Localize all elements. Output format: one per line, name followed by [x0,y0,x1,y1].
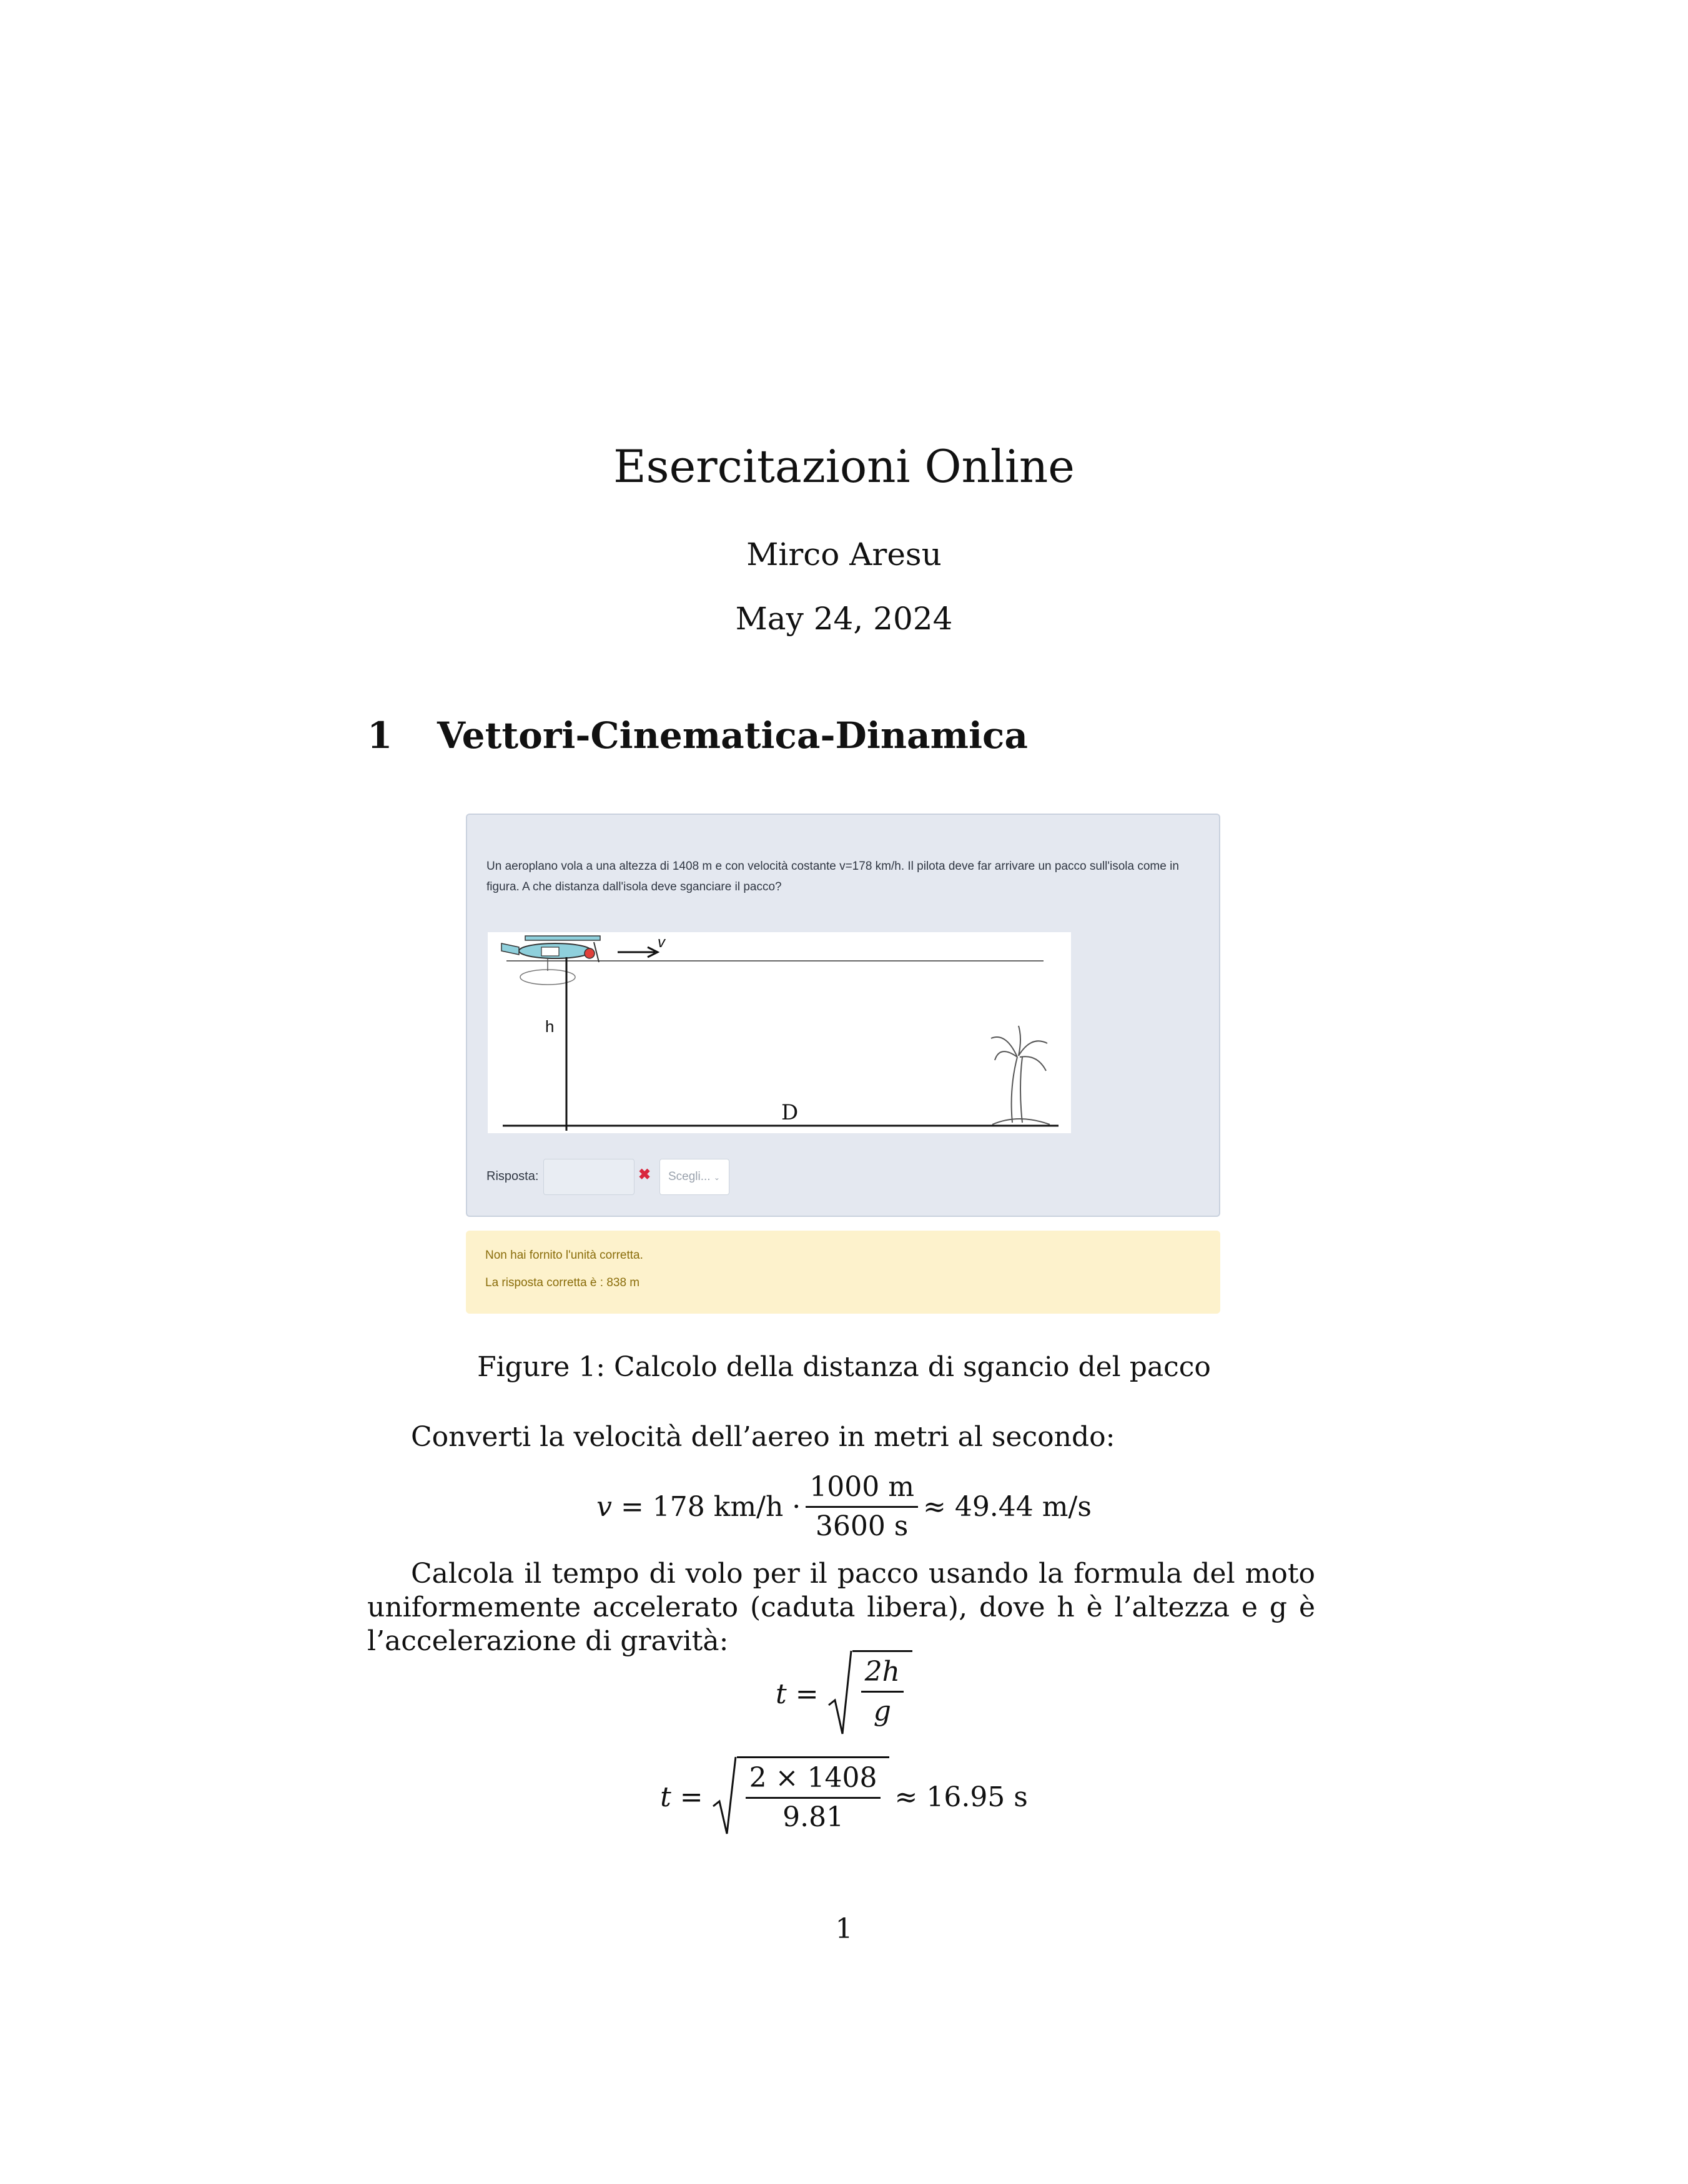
height-label: h [545,1017,555,1036]
feedback-message: Non hai fornito l'unità corretta. [485,1249,643,1262]
incorrect-x-icon: ✖ [638,1166,651,1183]
eq3-rhs: ≈ 16.95 s [894,1781,1028,1813]
eq3-lhs: t [660,1781,671,1813]
sqrt-sign-icon [827,1650,852,1738]
document-author: Mirco Aresu [746,536,942,573]
velocity-label: v [658,934,665,951]
eq1-lhs: v [596,1490,612,1523]
eq1-fraction [806,1471,918,1543]
eq2-equals: = [795,1678,819,1710]
page-number: 1 [835,1913,853,1945]
sqrt-sign-icon [712,1756,737,1837]
eq2-fraction [861,1656,904,1728]
answer-label: Risposta: [486,1169,539,1183]
equation-time-value [0,1753,1688,1841]
eq2-denominator: g [873,1695,891,1727]
section-heading [367,711,1028,760]
feedback-box [466,1231,1220,1314]
eq3-numerator: 2 × 1408 [746,1762,881,1799]
paragraph-convert-velocity: Converti la velocità dell’aereo in metri al secondo: [411,1421,1115,1453]
answer-input[interactable] [543,1159,634,1195]
paragraph-flight-time: Calcola il tempo di volo per il pacco usando la formula del moto uniformemente accelerato (caduta libera), dove h è l’altezza e g è l’accelerazione di gravità: [367,1558,1315,1657]
problem-diagram [488,932,1071,1133]
figure-caption: Figure 1: Calcolo della distanza di sgancio del pacco [477,1351,1211,1383]
quiz-question-card [466,814,1220,1217]
eq3-equals: = [679,1781,703,1813]
section-number: 1 [367,714,393,757]
document-date: May 24, 2024 [735,601,953,637]
eq1-numerator: 1000 m [806,1471,918,1508]
feedback-correct-answer: La risposta corretta è : 838 m [485,1276,640,1289]
document-title: Esercitazioni Online [613,440,1075,493]
eq1-middle: = 178 km/h · [620,1490,801,1523]
diagram-svg [488,932,1071,1133]
palm-tree-icon [991,1026,1050,1124]
eq3-fraction [746,1762,881,1834]
question-text: Un aeroplano vola a una altezza di 1408 m e con velocità costante v=178 km/h. Il pilota deve far arrivare un pacco sull'isola come in figura. A che distanza dall'isola deve sganciare il pacco? [486,860,1179,893]
equation-velocity [0,1466,1688,1547]
section-title: Vettori-Cinematica-Dinamica [437,714,1028,757]
unit-select-value: Scegli... [668,1170,711,1183]
eq2-sqrt [827,1650,912,1738]
distance-label: D [781,1100,799,1125]
eq1-denominator: 3600 s [815,1510,909,1542]
equation-time-formula [0,1647,1688,1741]
eq3-denominator: 9.81 [782,1801,844,1833]
unit-select[interactable] [659,1159,729,1195]
eq3-radicand [737,1756,890,1837]
eq2-lhs: t [776,1678,787,1710]
eq2-numerator: 2h [861,1656,904,1693]
chevron-down-icon: ⌄ [713,1173,720,1182]
eq1-rhs: ≈ 49.44 m/s [922,1490,1092,1523]
eq2-radicand [852,1650,912,1738]
eq3-sqrt [712,1756,890,1837]
